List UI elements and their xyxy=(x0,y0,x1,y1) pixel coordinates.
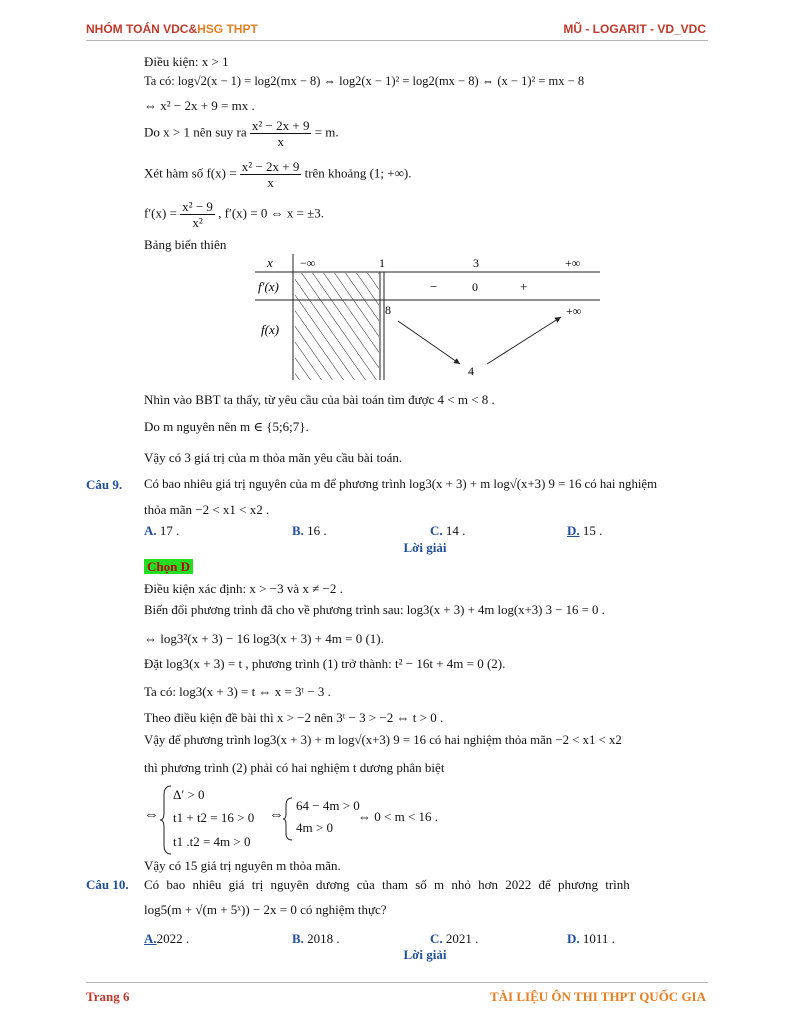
table-val-pinf: +∞ xyxy=(566,304,582,318)
table-val-8: 8 xyxy=(385,303,391,317)
sys-b-line1: 64 − 4m > 0 xyxy=(296,798,360,813)
frac-den: x xyxy=(267,175,274,190)
option-letter: D. xyxy=(567,931,580,946)
sys-result: ⇔ 0 < m < 16 . xyxy=(358,809,439,824)
q8-deduce xyxy=(144,118,339,149)
option-value: 2022 . xyxy=(156,931,190,946)
q8-derivative xyxy=(144,199,324,230)
table-sign-zero: 0 xyxy=(472,280,478,294)
footer-title: TÀI LIỆU ÔN THI THPT QUỐC GIA xyxy=(490,989,706,1004)
q9-option-a[interactable] xyxy=(144,523,179,539)
frac-num: x² − 2x + 9 xyxy=(251,118,310,133)
q10-stem-line1: Có bao nhiêu giá trị nguyên dương của tham số m nhỏ hơn 2022 để phương trình xyxy=(144,877,630,892)
q9-conclusion: Vậy có 15 giá trị nguyên m thỏa mãn. xyxy=(144,858,341,873)
frac-den: x xyxy=(277,134,284,149)
q8-function-fraction xyxy=(240,159,302,190)
option-value: 2021 . xyxy=(445,931,479,946)
table-f-label: f(x) xyxy=(261,322,280,337)
header-left xyxy=(86,22,258,36)
q8-derivative-fraction xyxy=(180,199,215,230)
option-value: 17 . xyxy=(159,523,180,538)
q9-option-d[interactable] xyxy=(567,523,602,539)
option-value: 16 . xyxy=(307,523,327,538)
option-value: 2018 . xyxy=(307,931,340,946)
option-value: 15 . xyxy=(582,523,603,538)
q8-equivalent: ⇔ x² − 2x + 9 = mx . xyxy=(144,98,255,113)
option-letter: C. xyxy=(430,931,443,946)
q10-option-d[interactable] xyxy=(567,931,615,947)
table-val-4: 4 xyxy=(468,364,474,378)
q10-option-c[interactable] xyxy=(430,931,478,947)
option-letter: B. xyxy=(292,523,304,538)
frac-den: x² xyxy=(192,215,203,230)
q8-deduce-text: Do x > 1 nên suy ra xyxy=(144,124,247,140)
option-letter: D. xyxy=(567,523,580,538)
table-x-ninf: −∞ xyxy=(300,256,316,270)
q9-step-4: Đặt log3(x + 3) = t , phương trình (1) trở thành: t² − 16t + 4m = 0 (2). xyxy=(144,656,506,671)
q8-conclusion-range: Nhìn vào BBT ta thấy, từ yêu cầu của bài toán tìm được 4 < m < 8 . xyxy=(144,392,495,407)
frac-num: x² − 2x + 9 xyxy=(241,159,300,174)
header-rule xyxy=(86,40,708,41)
q9-stem-line2: thỏa mãn −2 < x1 < x2 . xyxy=(144,502,270,517)
q8-function-text: Xét hàm số f(x) = xyxy=(144,165,237,181)
q9-step-7: Vậy để phương trình log3(x + 3) + m log√(x+3) 9 = 16 có hai nghiệm thỏa mãn −2 < x1 < x2 xyxy=(144,733,622,747)
page-number: Trang 6 xyxy=(86,989,130,1004)
q10-stem-line2: log5(m + √(m + 5ˣ)) − 2x = 0 có nghiệm thực? xyxy=(144,902,387,917)
table-hatch xyxy=(295,273,379,380)
sys-equiv-2: ⇔ xyxy=(269,807,284,823)
table-x-pinf: +∞ xyxy=(565,256,581,270)
sys-a-line1: Δ′ > 0 xyxy=(173,787,205,802)
option-value: 14 . xyxy=(445,523,466,538)
q8-derivative-text: f′(x) = xyxy=(144,205,177,221)
arrow-down xyxy=(398,321,460,364)
option-letter: A. xyxy=(144,931,157,946)
choose-highlight: Chọn D xyxy=(144,559,193,574)
q9-step-3: ⇔ log3²(x + 3) − 16 log3(x + 3) + 4m = 0 (1). xyxy=(144,631,384,646)
option-letter: C. xyxy=(430,523,443,538)
q8-conclusion-count: Vậy có 3 giá trị của m thỏa mãn yêu cầu bài toán. xyxy=(144,450,403,465)
frac-num: x² − 9 xyxy=(182,199,213,214)
q9-step-8: thì phương trình (2) phải có hai nghiệm t dương phân biệt xyxy=(144,760,445,775)
table-x-3: 3 xyxy=(473,256,479,270)
q8-conclusion-set: Do m nguyên nên m ∈ {5;6;7}. xyxy=(144,419,309,434)
arrow-up xyxy=(487,317,561,364)
sys-equiv-1: ⇔ xyxy=(144,807,159,823)
q8-derivative-roots: , f′(x) = 0 ⇔ x = ±3. xyxy=(218,205,325,221)
q9-choose xyxy=(144,559,193,575)
sys-brace-1 xyxy=(160,785,172,855)
header-group-name-b: HSG THPT xyxy=(197,22,258,36)
header-group-name: NHÓM TOÁN VDC xyxy=(86,22,189,36)
q9-option-c[interactable] xyxy=(430,523,465,539)
footer-rule xyxy=(86,982,708,983)
q9-option-b[interactable] xyxy=(292,523,327,539)
q9-label: Câu 9. xyxy=(86,477,123,492)
q8-function xyxy=(144,159,411,190)
header-right: MŨ - LOGARIT - VD_VDC xyxy=(563,22,706,36)
option-value: 1011 . xyxy=(582,931,615,946)
sys-b-line2: 4m > 0 xyxy=(296,820,333,835)
q8-fraction xyxy=(250,118,312,149)
q8-equation: Ta có: log√2(x − 1) = log2(mx − 8) ⇔ log2(x − 1)² = log2(mx − 8) ⇔ (x − 1)² = mx − 8 xyxy=(144,74,585,88)
q8-table-title: Bảng biến thiên xyxy=(144,237,227,252)
q10-option-a[interactable] xyxy=(144,931,189,947)
option-letter: A. xyxy=(144,523,157,538)
q9-step-2: Biến đổi phương trình đã cho về phương trình sau: log3(x + 3) + 4m log(x+3) 3 − 16 = 0 . xyxy=(144,603,605,617)
option-letter: B. xyxy=(292,931,304,946)
q10-option-b[interactable] xyxy=(292,931,340,947)
sys-a-line2: t1 + t2 = 16 > 0 xyxy=(173,810,255,825)
q8-deduce-tail: = m. xyxy=(314,124,339,140)
q10-solution-title: Lời giải xyxy=(403,947,447,962)
table-sign-plus: + xyxy=(520,279,528,294)
sys-brace-2 xyxy=(283,797,293,841)
q9-step-5: Ta có: log3(x + 3) = t ⇔ x = 3ᵗ − 3 . xyxy=(144,684,331,699)
table-fp-label: f′(x) xyxy=(258,279,279,294)
q8-function-interval: trên khoảng (1; +∞). xyxy=(304,165,412,181)
table-sign-minus: − xyxy=(430,279,438,294)
q9-solution-title: Lời giải xyxy=(403,540,447,555)
table-x-label: x xyxy=(267,255,273,270)
q9-step-6: Theo điều kiện đề bài thì x > −2 nên 3ᵗ − 3 > −2 ⇔ t > 0 . xyxy=(144,710,444,725)
sys-a-line3: t1 .t2 = 4m > 0 xyxy=(173,834,251,849)
table-x-1: 1 xyxy=(379,256,385,270)
q8-condition: Điều kiện: x > 1 xyxy=(144,54,229,69)
q9-stem-line1: Có bao nhiêu giá trị nguyên của m để phương trình log3(x + 3) + m log√(x+3) 9 = 16 có hai nghiệm xyxy=(144,477,658,491)
variation-table xyxy=(255,254,600,380)
q10-label: Câu 10. xyxy=(86,877,129,892)
q9-step-1: Điều kiện xác định: x > −3 và x ≠ −2 . xyxy=(144,581,343,596)
header-amp: & xyxy=(188,22,198,36)
